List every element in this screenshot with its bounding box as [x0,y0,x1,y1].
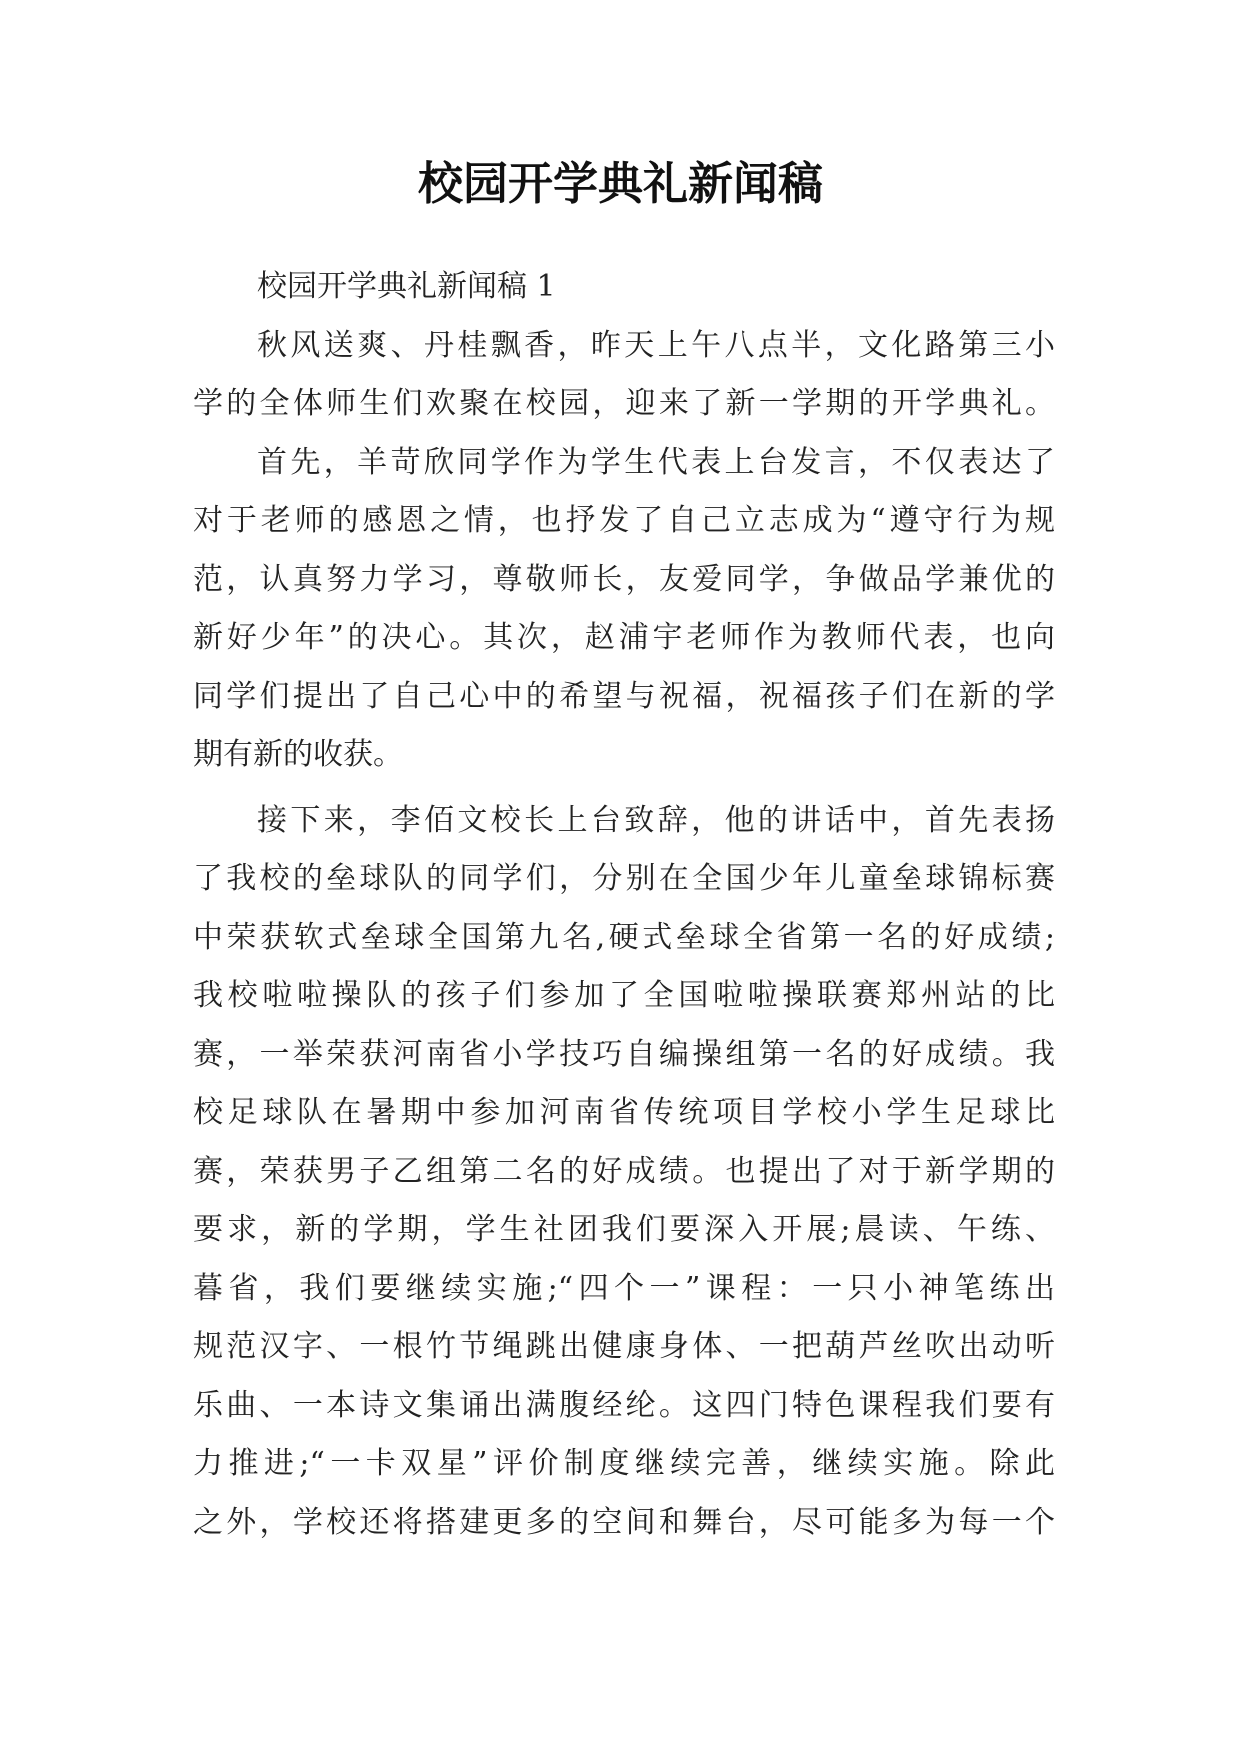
text-line: 力推进;“一卡双星”评价制度继续完善，继续实施。除此 [193,1446,1055,1481]
text-line: 校足球队在暑期中参加河南省传统项目学校小学生足球比 [193,1095,1055,1130]
text-line: 规范汉字、一根竹节绳跳出健康身体、一把葫芦丝吹出动听 [193,1329,1055,1364]
text-line: 之外，学校还将搭建更多的空间和舞台，尽可能多为每一个 [193,1504,1055,1540]
text-line: 对于老师的感恩之情，也抒发了自己立志成为“遵守行为规 [193,503,1055,538]
text-line: 要求，新的学期，学生社团我们要深入开展;晨读、午练、 [193,1212,1055,1247]
text-line: 同学们提出了自己心中的希望与祝福，祝福孩子们在新的学 [193,678,1055,714]
text-line: 赛，荣获男子乙组第二名的好成绩。也提出了对于新学期的 [193,1153,1055,1189]
text-line: 暮省，我们要继续实施;“四个一”课程：一只小神笔练出 [193,1270,1055,1306]
section-heading: 校园开学典礼新闻稿 1 [257,269,556,304]
text-line: 接下来，李佰文校长上台致辞，他的讲话中，首先表扬 [257,802,1055,838]
text-line: 学的全体师生们欢聚在校园，迎来了新一学期的开学典礼。 [193,386,1055,421]
text-line: 秋风送爽、丹桂飘香，昨天上午八点半，文化路第三小 [257,327,1055,363]
text-line: 期有新的收获。 [193,737,403,772]
document-body [193,258,1055,1552]
document-title: 校园开学典礼新闻稿 [417,157,823,210]
text-line: 新好少年”的决心。其次，赵浦宇老师作为教师代表，也向 [193,620,1055,655]
text-line: 赛，一举荣获河南省小学技巧自编操组第一名的好成绩。我 [193,1036,1055,1072]
text-line: 我校啦啦操队的孩子们参加了全国啦啦操联赛郑州站的比 [193,978,1055,1013]
text-line: 乐曲、一本诗文集诵出满腹经纶。这四门特色课程我们要有 [193,1387,1055,1423]
text-line: 了我校的垒球队的同学们，分别在全国少年儿童垒球锦标赛 [193,861,1055,896]
paragraph-gap [193,785,1055,792]
text-line: 首先，羊苛欣同学作为学生代表上台发言，不仅表达了 [257,444,1055,480]
text-line: 范，认真努力学习，尊敬师长，友爱同学，争做品学兼优的 [193,561,1055,597]
text-line: 中荣获软式垒球全国第九名,硬式垒球全省第一名的好成绩; [193,919,1055,955]
